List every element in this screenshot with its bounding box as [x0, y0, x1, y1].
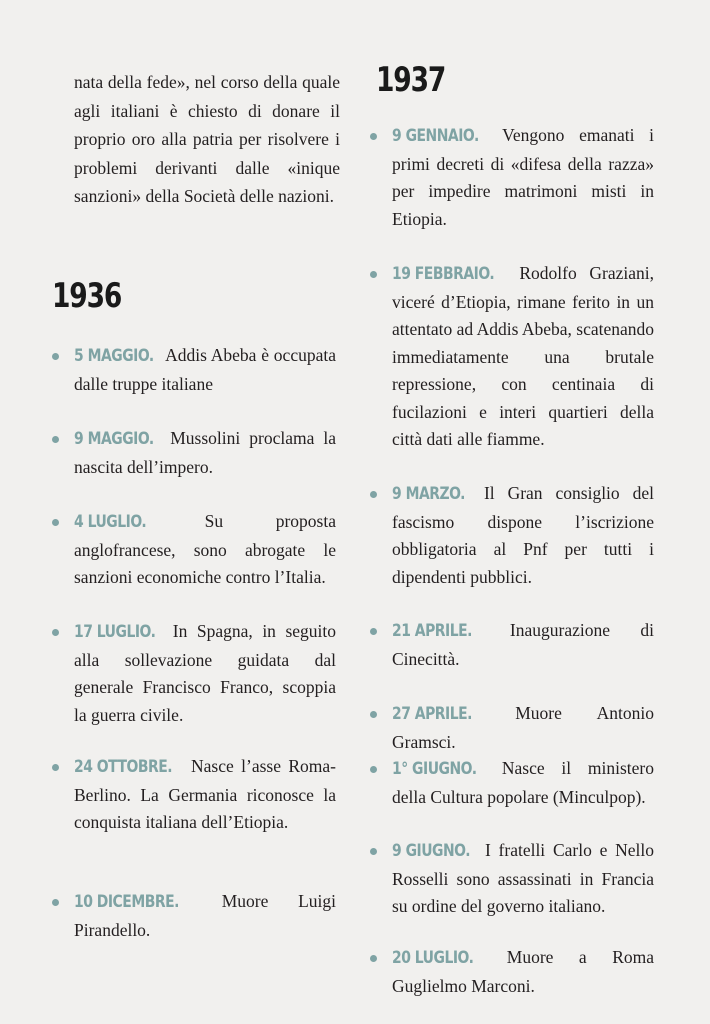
- bullet-icon: [52, 629, 59, 636]
- event-1937-4: [392, 617, 654, 673]
- bullet-icon: [370, 711, 377, 718]
- event-date: 21 APRILE.: [392, 621, 472, 641]
- year-heading-1937: 1937: [376, 60, 446, 100]
- event-date: 9 MAGGIO.: [74, 429, 154, 449]
- event-1937-8: [392, 944, 654, 1000]
- bullet-icon: [370, 848, 377, 855]
- event-date: 17 LUGLIO.: [74, 622, 156, 642]
- event-text: Nasce l’asse Roma-Berlino. La Germania riconosce la conquista italiana dell’Etiopia.: [74, 756, 336, 832]
- event-date: 19 FEBBRAIO.: [392, 264, 495, 284]
- event-date: 24 OTTOBRE.: [74, 757, 173, 777]
- bullet-icon: [370, 491, 377, 498]
- event-1936-3: [74, 508, 336, 592]
- bullet-icon: [52, 899, 59, 906]
- event-1937-2: [392, 260, 654, 454]
- bullet-icon: [370, 955, 377, 962]
- event-text: I fratelli Carlo e Nello Rosselli sono assassinati in Francia su ordine del governo italiano.: [392, 840, 655, 916]
- event-1936-4: [74, 618, 336, 729]
- event-text: Il Gran consiglio del fascismo dispone l’iscrizione obbligatoria al Pnf per tutti i dipendenti pubblici.: [392, 483, 655, 587]
- event-date: 9 GENNAIO.: [392, 126, 479, 146]
- event-1937-6: [392, 755, 654, 811]
- event-1937-7: [392, 837, 654, 921]
- event-1937-5: [392, 700, 654, 756]
- bullet-icon: [52, 764, 59, 771]
- event-text: Nasce il ministero della Cultura popolare (Minculpop).: [392, 758, 655, 807]
- bullet-icon: [52, 353, 59, 360]
- event-date: 10 DICEMBRE.: [74, 892, 179, 912]
- year-heading-1936: 1936: [52, 276, 122, 316]
- bullet-icon: [52, 519, 59, 526]
- event-1937-1: [392, 122, 654, 233]
- event-1936-6: [74, 888, 336, 944]
- event-text: Su proposta anglofrancese, sono abrogate le sanzioni economiche contro l’Italia.: [74, 511, 336, 587]
- event-1936-2: [74, 425, 336, 481]
- event-date: 1° GIUGNO.: [392, 759, 477, 779]
- event-1936-5: [74, 753, 336, 837]
- event-text: Vengono emanati i primi decreti di «difesa della razza» per impedire matrimoni misti in Etiopia.: [392, 125, 655, 229]
- intro-paragraph: nata della fede», nel corso della quale agli italiani è chiesto di donare il proprio oro alla patria per risolvere i problemi derivanti dalle «inique sanzioni» della Società delle nazioni.: [74, 72, 340, 207]
- event-date: 27 APRILE.: [392, 704, 472, 724]
- event-text: Mussolini proclama la nascita dell’impero.: [74, 428, 336, 477]
- event-date: 4 LUGLIO.: [74, 512, 147, 532]
- bullet-icon: [52, 436, 59, 443]
- event-text: Muore Luigi Pirandello.: [74, 891, 336, 940]
- event-date: 9 GIUGNO.: [392, 841, 471, 861]
- bullet-icon: [370, 766, 377, 773]
- bullet-icon: [370, 271, 377, 278]
- event-text: Inaugurazione di Cinecittà.: [392, 620, 654, 669]
- event-date: 20 LUGLIO.: [392, 948, 474, 968]
- event-text: In Spagna, in seguito alla sollevazione guidata dal generale Francisco Franco, scoppia la guerra civile.: [74, 621, 337, 725]
- bullet-icon: [370, 133, 377, 140]
- bullet-icon: [370, 628, 377, 635]
- event-1936-1: [74, 342, 336, 398]
- event-text: Rodolfo Graziani, viceré d’Etiopia, rimane ferito in un attentato ad Addis Abeba, scatenando immediatamente una brutale repressione, con centinaia di fucilazioni e interi quartieri della città dati alle fiamme.: [392, 263, 655, 449]
- event-text: Muore Antonio Gramsci.: [392, 703, 654, 752]
- event-text: Addis Abeba è occupata dalle truppe italiane: [74, 345, 336, 394]
- event-date: 5 MAGGIO.: [74, 346, 154, 366]
- event-1937-3: [392, 480, 654, 591]
- event-date: 9 MARZO.: [392, 484, 465, 504]
- event-text: Muore a Roma Guglielmo Marconi.: [392, 947, 654, 996]
